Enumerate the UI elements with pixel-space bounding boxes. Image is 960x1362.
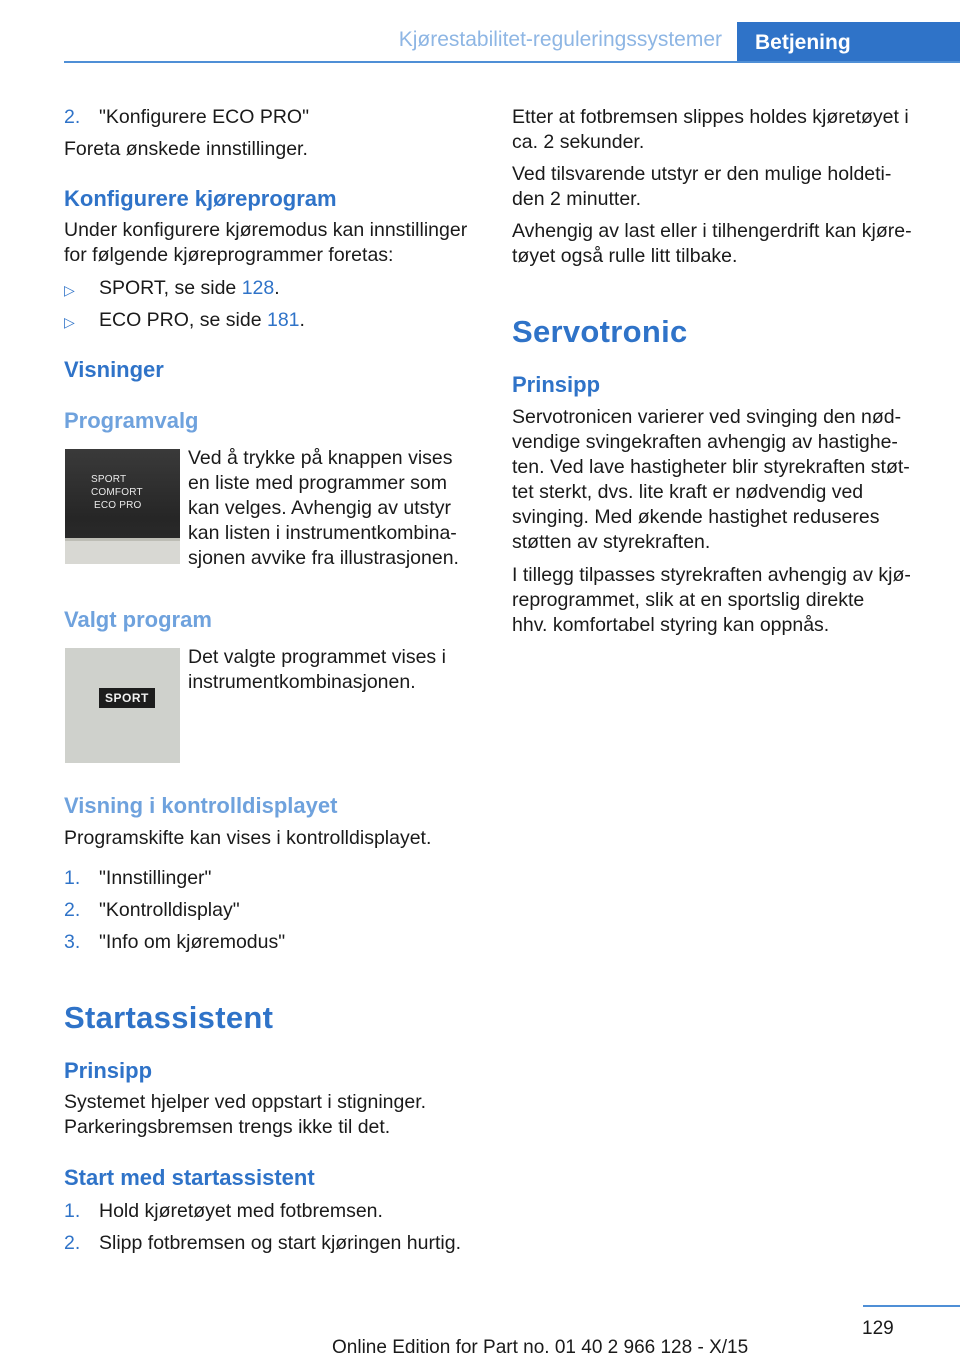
page-link[interactable]: 181 <box>266 309 300 331</box>
page-number: 129 <box>862 1318 894 1339</box>
menu-text: SPORT <box>91 474 127 485</box>
step-number: 2. <box>64 1232 81 1254</box>
heading-konfigurere: Konfigurere kjøreprogram <box>64 186 337 211</box>
header-rule <box>64 61 960 63</box>
paragraph: svinging. Med økende hastighet reduseres <box>512 506 880 528</box>
menu-text: ECO PRO <box>94 500 142 511</box>
heading-visninger: Visninger <box>64 357 164 382</box>
paragraph: Etter at fotbremsen slippes holdes kjøretøyet i <box>512 106 909 128</box>
paragraph: Det valgte programmet vises i <box>188 646 446 668</box>
paragraph: tet sterkt, dvs. lite kraft er nødvendig ved <box>512 481 864 503</box>
paragraph: Under konfigurere kjøremodus kan innstillinger <box>64 219 468 241</box>
paragraph: Foreta ønskede innstillinger. <box>64 138 308 160</box>
program-menu-image <box>65 449 180 564</box>
paragraph: Avhengig av last eller i tilhengerdrift kan kjøre‐ <box>512 220 912 242</box>
heading-prinsipp: Prinsipp <box>512 372 601 397</box>
paragraph: tøyet også rulle litt tilbake. <box>512 245 738 267</box>
paragraph: kan velges. Avhengig av utstyr <box>188 497 452 519</box>
paragraph: hhv. komfortabel styring kan oppnås. <box>512 614 830 636</box>
paragraph: reprogrammet, slik at en sportslig direkte <box>512 589 865 611</box>
paragraph: Servotronicen varierer ved svinging den nød‐ <box>512 406 902 428</box>
bullet-text: SPORT, se side <box>99 277 242 299</box>
paragraph: vendige svingekraften avhengig av hastighe‐ <box>512 431 898 453</box>
footer-rule <box>863 1305 960 1307</box>
edition-footer: Online Edition for Part no. 01 40 2 966 128 - X/15 <box>332 1337 749 1358</box>
paragraph: instrumentkombinasjonen. <box>188 671 416 693</box>
heading-programvalg: Programvalg <box>64 408 199 433</box>
step-text: "Kontrolldisplay" <box>99 899 240 921</box>
bullet-text: ECO PRO, se side <box>99 309 267 331</box>
step-text: "Konfigurere ECO PRO" <box>99 106 310 128</box>
heading-startassistent: Startassistent <box>64 1000 274 1035</box>
header-section-title: Kjørestabilitet-reguleringssystemer <box>398 28 722 51</box>
step-number: 3. <box>64 931 81 953</box>
paragraph: en liste med programmer som <box>188 472 448 494</box>
paragraph: den 2 minutter. <box>512 188 641 210</box>
paragraph: Parkeringsbremsen trengs ikke til det. <box>64 1116 391 1138</box>
heading-start-med: Start med startassistent <box>64 1165 315 1190</box>
paragraph: ca. 2 sekunder. <box>512 131 645 153</box>
paragraph: ten. Ved lave hastigheter blir styrekraften støt‐ <box>512 456 910 478</box>
step-number: 1. <box>64 1200 81 1222</box>
paragraph: kan listen i instrumentkombina‐ <box>188 522 457 544</box>
paragraph: sjonen avvike fra illustrasjonen. <box>188 547 459 569</box>
bullet-triangle-icon: ▷ <box>64 314 75 330</box>
page-link[interactable]: 128 <box>241 277 275 299</box>
menu-text: COMFORT <box>91 487 143 498</box>
step-text: Hold kjøretøyet med fotbremsen. <box>99 1200 383 1222</box>
paragraph: Systemet hjelper ved oppstart i stigninger. <box>64 1091 427 1113</box>
paragraph: støtten av styrekraften. <box>512 531 711 553</box>
step-text: "Info om kjøremodus" <box>99 931 286 953</box>
header-chapter-tab: Betjening <box>737 22 960 63</box>
step-number: 2. <box>64 106 81 128</box>
paragraph: Ved tilsvarende utstyr er den mulige holdeti‐ <box>512 163 892 185</box>
paragraph: for følgende kjøreprogrammer foretas: <box>64 244 394 266</box>
paragraph: Ved å trykke på knappen vises <box>188 447 453 469</box>
heading-servotronic: Servotronic <box>512 314 688 349</box>
step-number: 2. <box>64 899 81 921</box>
step-number: 1. <box>64 867 81 889</box>
paragraph: I tillegg tilpasses styrekraften avhengig av kjø‐ <box>512 564 911 586</box>
heading-prinsipp: Prinsipp <box>64 1058 153 1083</box>
sport-badge: SPORT <box>99 688 155 708</box>
step-text: Slipp fotbremsen og start kjøringen hurtig. <box>99 1232 462 1254</box>
heading-valgt-program: Valgt program <box>64 607 212 632</box>
step-text: "Innstillinger" <box>99 867 212 889</box>
bullet-triangle-icon: ▷ <box>64 282 75 298</box>
selected-program-image <box>65 648 180 763</box>
heading-kontrolldisplay: Visning i kontrolldisplayet <box>64 793 338 818</box>
paragraph: Programskifte kan vises i kontrolldisplayet. <box>64 827 432 849</box>
